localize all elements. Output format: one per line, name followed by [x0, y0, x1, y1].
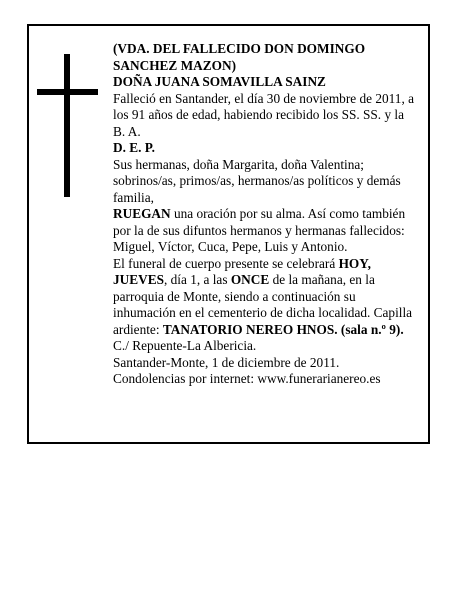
funeral-text-2: , día 1, a las [164, 272, 231, 287]
cross-icon [37, 54, 98, 197]
funeral-hour: ONCE [230, 272, 270, 287]
funeral-home: TANATORIO NEREO HNOS. (sala n.º 9). [162, 321, 404, 337]
address-line: C./ Repuente-La Albericia. [113, 338, 257, 353]
prayer-request-verb: RUEGAN [113, 206, 171, 221]
condolences-line: Condolencias por internet: www.funerarianereo.es [113, 371, 381, 386]
funeral-text-3: de la mañana, en la parroquia de Monte, siendo a continuación su inhumación en el cementerio de dicha localidad. Capilla ardiente: [113, 272, 413, 337]
deceased-name: DOÑA JUANA SOMAVILLA SAINZ [113, 74, 326, 89]
place-date-line: Santander-Monte, 1 de diciembre de 2011. [113, 354, 340, 370]
cross-horizontal-bar [37, 89, 98, 95]
funeral-info [113, 256, 419, 339]
family-line: Sus hermanas, doña Margarita, doña Valentina; sobrinos/as, primos/as, hermanos/as políticos y demás familia, [113, 156, 401, 205]
cross-vertical-bar [64, 54, 70, 197]
death-info: Falleció en Santander, el día 30 de noviembre de 2011, a los 91 años de edad, habiendo recibido los SS. SS. y la B. A. [113, 90, 415, 139]
rip-line: D. E. P. [113, 140, 155, 155]
prayer-request-text: una oración por su alma. Así como también por la de sus difuntos hermanos y hermanas fallecidos: Miguel, Víctor, Cuca, Pepe, Luis y Antonio. [113, 206, 406, 254]
obituary-text [113, 41, 419, 388]
widow-header: (VDA. DEL FALLECIDO DON DOMINGO SANCHEZ MAZON) [113, 41, 366, 73]
funeral-day: HOY, JUEVES [113, 255, 371, 287]
prayer-request [113, 206, 419, 256]
funeral-text-1: El funeral de cuerpo presente se celebrará [113, 255, 339, 271]
